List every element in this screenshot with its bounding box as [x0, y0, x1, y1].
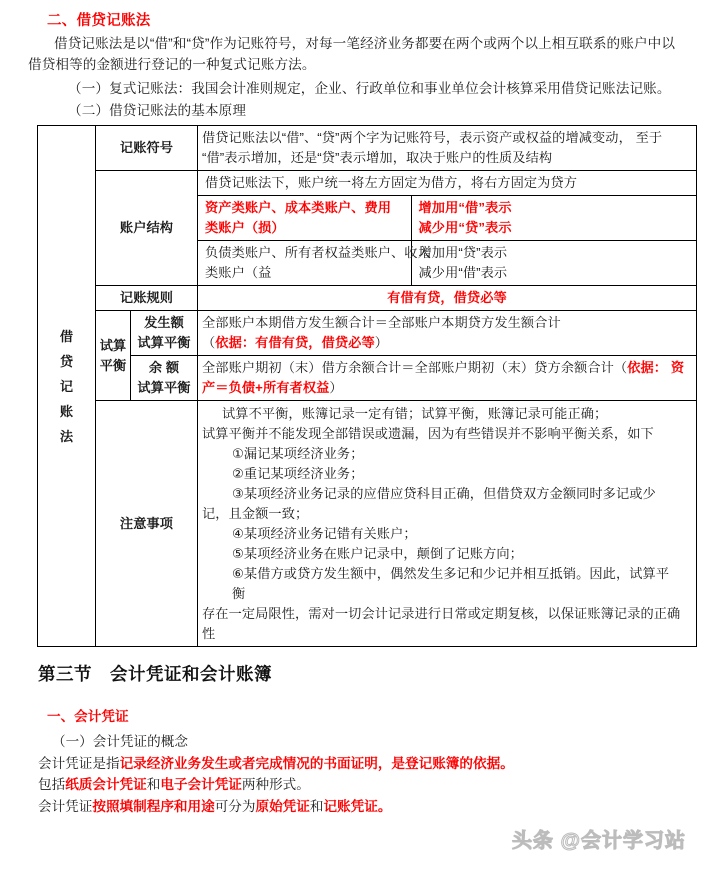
note-line-5: 记，且金额一致；	[202, 506, 309, 521]
occurrence-label-line2: 试算平衡	[137, 335, 191, 350]
intro-paragraph-2: （一）复式记账法：我国会计准则规定，企业、行政单位和事业单位会计核算采用借贷记账法记账。	[68, 81, 671, 96]
note-line-10: 性	[202, 626, 216, 641]
cell-notes-content	[198, 401, 697, 647]
structure-black-right-line1: 增加用“贷”表示	[418, 245, 508, 260]
vertical-label-char-3: 记	[59, 378, 74, 394]
balance-label-line1: 试算	[99, 337, 127, 353]
note-line-7: ⑤某项经济业务在账户记录中，颠倒了记账方向；	[232, 546, 523, 561]
intro-paragraph-3: （二）借贷记账法的基本原理	[68, 103, 247, 118]
cell-rule-value: 有借有贷，借贷必等	[198, 286, 697, 311]
heading-section-two: 二、借贷记账法	[47, 13, 151, 29]
concept-definition-line	[38, 753, 678, 775]
vertical-label-cell	[38, 126, 96, 647]
occurrence-paren-close: ）	[374, 335, 389, 350]
forms-red-paper: 纸质会计凭证	[65, 777, 147, 792]
vertical-label-char-1: 借	[59, 328, 74, 344]
note-line-9: 存在一定局限性，需对一切会计记录进行日常或定期复核，以保证账簿记录的正确	[202, 606, 681, 621]
row-label-notes: 注意事项	[96, 401, 198, 647]
remaining-formula-red: 产＝负债+所有者权益	[202, 380, 330, 395]
structure-red-right-line1: 增加用“借”表示	[418, 200, 512, 215]
forms-red-electronic: 电子会计凭证	[160, 777, 242, 792]
cell-symbol-content	[198, 126, 697, 171]
structure-red-left-line1: 资产类账户、成本类账户、费用	[205, 200, 392, 215]
occurrence-line-2	[202, 333, 692, 353]
remaining-label-line1: 余 额	[148, 360, 180, 375]
section-three-subtitle: 一、会计凭证	[47, 709, 129, 724]
note-line-2: ①漏记某项经济业务；	[232, 446, 364, 461]
class-d: 。	[377, 798, 392, 814]
row-label-structure: 账户结构	[96, 171, 198, 286]
debit-credit-principles-table	[37, 125, 697, 647]
remaining-line-1	[202, 358, 692, 378]
structure-red-left	[198, 196, 411, 241]
concept-def-tail: 。	[500, 755, 514, 771]
table-row-rule	[38, 286, 697, 311]
symbol-line-1: 借贷记账法以“借”、“贷”两个字为记账符号，表示资产或权益的增减变动， 至于	[202, 130, 663, 145]
note-line-4: ③某项经济业务记录的应借应贷科目正确，但借贷双方金额同时多记或少	[232, 486, 656, 501]
account-structure-subtable	[198, 171, 696, 285]
note-line-3: ②重记某项经济业务；	[232, 466, 364, 481]
cell-occurrence-content	[198, 311, 697, 356]
concept-forms-line	[38, 774, 678, 796]
table-row-notes	[38, 401, 697, 647]
structure-black-left-line1: 负债类账户、所有者权益类账户、收入	[205, 245, 431, 260]
occurrence-basis-red: 依据：有借有贷，借贷必等	[215, 335, 375, 350]
table-row-structure	[38, 171, 697, 286]
table-row-remaining-balance	[38, 356, 697, 401]
row-label-symbol: 记账符号	[96, 126, 198, 171]
table-row-occurrence-balance	[38, 311, 697, 356]
structure-red-right	[411, 196, 696, 241]
section-three-title: 第三节 会计凭证和会计账簿	[38, 664, 272, 684]
table-row-symbol	[38, 126, 697, 171]
structure-red-right-line2: 减少用“贷”表示	[418, 220, 512, 235]
forms-b: 和	[146, 777, 161, 792]
remaining-paren-close: ）	[329, 380, 343, 395]
forms-a: 包括	[38, 777, 66, 792]
structure-black-right-line2: 减少用“借”表示	[418, 265, 508, 280]
balance-label-line2: 平衡	[99, 357, 127, 373]
row-label-rule: 记账规则	[96, 286, 198, 311]
concept-classification-line	[38, 796, 678, 818]
section-three-body	[38, 731, 678, 817]
class-b: 可分为	[214, 798, 256, 814]
vertical-label-char-2: 贷	[59, 353, 74, 369]
note-line-1: 试算平衡并不能发现全部错误或遗漏，因为有些错误并不影响平衡关系，如下	[202, 426, 654, 441]
remaining-black-text: 全部账户期初（末）借方余额合计＝全部账户期初（末）贷方余额合计（	[202, 360, 628, 375]
structure-red-row	[198, 196, 696, 241]
class-red-original: 原始凭证	[255, 798, 310, 814]
note-line-8: ⑥某借方或贷方发生额中，偶然发生多记和少记并相互抵销。因此，试算平 衡	[232, 566, 683, 601]
occurrence-paren-open: （	[202, 335, 216, 350]
symbol-line-2: “借”表示增加，还是“贷”表示增加，取决于账户的性质及结构	[202, 150, 553, 165]
document-page	[0, 9, 704, 869]
vertical-label-char-5: 法	[59, 428, 74, 444]
structure-black-left	[198, 241, 431, 286]
vertical-label-char-4: 账	[59, 403, 74, 419]
structure-top-text: 借贷记账法下，账户统一将左方固定为借方，将右方固定为贷方	[205, 175, 578, 190]
note-line-0: 试算不平衡，账簿记录一定有错；试算平衡，账簿记录可能正确；	[222, 406, 608, 421]
structure-black-right	[411, 241, 696, 286]
remaining-line-2	[202, 378, 692, 398]
cell-structure-content	[198, 171, 697, 286]
class-a: 会计凭证	[38, 798, 93, 814]
row-label-balance	[96, 311, 131, 401]
occurrence-line-1: 全部账户本期借方发生额合计＝全部账户本期贷方发生额合计	[202, 315, 561, 330]
occurrence-label-line1: 发生额	[144, 315, 184, 330]
class-red-bookkeeping: 记账凭证	[323, 798, 378, 814]
remaining-label-line2: 试算平衡	[137, 380, 191, 395]
structure-black-left-line2: 类账户（益	[205, 265, 272, 280]
forms-c: 两种形式。	[241, 777, 310, 792]
remaining-basis-red: 依据： 资	[627, 360, 685, 375]
structure-black-row	[198, 241, 696, 286]
class-red-procedure: 按照填制程序和用途	[92, 798, 215, 814]
note-line-6: ④某项经济业务记错有关账户；	[232, 526, 417, 541]
watermark: 头条 @会计学习站	[511, 830, 686, 852]
structure-top-row	[198, 171, 696, 196]
row-label-remaining	[131, 356, 198, 401]
intro-paragraph-1: 借贷记账法是以“借”和“贷”作为记账符号，对每一笔经济业务都要在两个或两个以上相互联系的账户中以借贷相等的金额进行登记的一种复式记账方法。	[28, 36, 676, 72]
concept-item-label: （一）会计凭证的概念	[52, 734, 188, 749]
concept-def-black: 会计凭证是指	[38, 755, 120, 771]
structure-red-left-line2: 类账户（损）	[205, 220, 285, 235]
class-c: 和	[309, 798, 324, 814]
cell-remaining-content	[198, 356, 697, 401]
row-label-occurrence	[131, 311, 198, 356]
concept-def-red: 记录经济业务发生或者完成情况的书面证明，是登记账簿的依据	[119, 755, 501, 771]
